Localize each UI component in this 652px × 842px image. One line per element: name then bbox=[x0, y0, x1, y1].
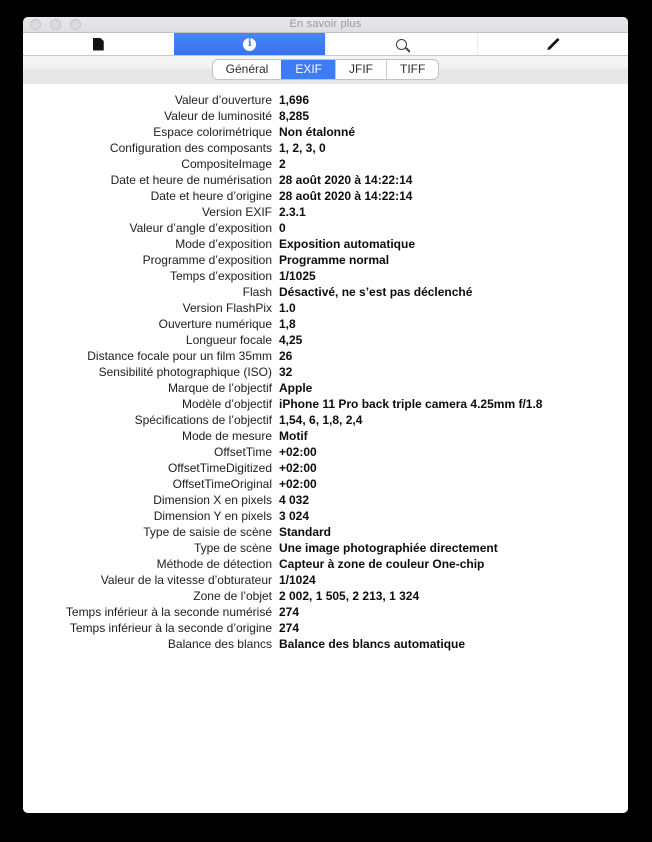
exif-value: Non étalonné bbox=[279, 125, 356, 139]
exif-label: Espace colorimétrique bbox=[153, 125, 272, 139]
exif-value: Apple bbox=[279, 381, 313, 395]
exif-value: Balance des blancs automatique bbox=[279, 637, 466, 651]
toolbar-segment-document[interactable] bbox=[23, 33, 174, 55]
exif-value: 4 032 bbox=[279, 493, 310, 507]
table-row bbox=[23, 332, 628, 348]
exif-label: Date et heure de numérisation bbox=[110, 173, 272, 187]
exif-value: 274 bbox=[279, 621, 300, 635]
title-bar bbox=[23, 17, 628, 33]
exif-value: 274 bbox=[279, 605, 300, 619]
table-row bbox=[23, 236, 628, 252]
table-row bbox=[23, 476, 628, 492]
exif-value: 2 002, 1 505, 2 213, 1 324 bbox=[279, 589, 420, 603]
tab-general[interactable]: Général bbox=[225, 62, 269, 76]
exif-value: 0 bbox=[279, 221, 286, 235]
table-row bbox=[23, 508, 628, 524]
window-title: En savoir plus bbox=[289, 18, 362, 30]
exif-label: Valeur d’angle d’exposition bbox=[129, 221, 272, 235]
exif-value: +02:00 bbox=[279, 477, 317, 491]
exif-label: Distance focale pour un film 35mm bbox=[87, 349, 272, 363]
exif-label: OffsetTimeDigitized bbox=[167, 461, 272, 475]
exif-label: Valeur de luminosité bbox=[164, 109, 272, 123]
exif-label: Méthode de détection bbox=[156, 557, 272, 571]
exif-label: OffsetTime bbox=[213, 445, 272, 459]
exif-value: 8,285 bbox=[279, 109, 310, 123]
exif-label: Ouverture numérique bbox=[158, 317, 272, 331]
exif-label: Temps inférieur à la seconde numérisé bbox=[65, 605, 272, 619]
table-row bbox=[23, 412, 628, 428]
toolbar-segment-markup[interactable] bbox=[477, 33, 629, 55]
exif-value: 1,8 bbox=[279, 317, 296, 331]
exif-label: Valeur d’ouverture bbox=[174, 93, 272, 107]
exif-value: 32 bbox=[279, 365, 293, 379]
exif-value: 26 bbox=[279, 349, 293, 363]
exif-table bbox=[23, 84, 628, 813]
exif-value: 1.0 bbox=[279, 301, 296, 315]
exif-value: Programme normal bbox=[279, 253, 390, 267]
exif-label: Marque de l’objectif bbox=[167, 381, 272, 395]
table-row bbox=[23, 428, 628, 444]
table-row bbox=[23, 364, 628, 380]
exif-label: Flash bbox=[242, 285, 272, 299]
table-row bbox=[23, 540, 628, 556]
exif-label: Temps d’exposition bbox=[169, 269, 272, 283]
table-row bbox=[23, 124, 628, 140]
exif-label: Configuration des composants bbox=[109, 141, 272, 155]
document-icon bbox=[93, 38, 104, 51]
exif-label: Temps inférieur à la seconde d’origine bbox=[69, 621, 272, 635]
exif-value: Capteur à zone de couleur One-chip bbox=[279, 557, 485, 571]
table-row bbox=[23, 108, 628, 124]
exif-value: 28 août 2020 à 14:22:14 bbox=[279, 189, 413, 203]
exif-label: Sensibilité photographique (ISO) bbox=[98, 365, 272, 379]
exif-label: Balance des blancs bbox=[167, 637, 272, 651]
tab-exif[interactable]: EXIF bbox=[281, 60, 335, 79]
table-row bbox=[23, 252, 628, 268]
exif-label: Valeur de la vitesse d’obturateur bbox=[100, 573, 272, 587]
exif-label: Programme d’exposition bbox=[142, 253, 272, 267]
search-icon bbox=[396, 39, 407, 50]
info-icon bbox=[243, 38, 256, 51]
exif-value: +02:00 bbox=[279, 445, 317, 459]
exif-value: 2.3.1 bbox=[279, 205, 306, 219]
exif-label: OffsetTimeOriginal bbox=[172, 477, 272, 491]
table-row bbox=[23, 188, 628, 204]
table-row bbox=[23, 444, 628, 460]
tab-jfif[interactable]: JFIF bbox=[335, 60, 386, 79]
exif-value: Une image photographiée directement bbox=[279, 541, 498, 555]
exif-label: Mode de mesure bbox=[181, 429, 272, 443]
tab-band bbox=[23, 56, 628, 84]
exif-label: Dimension Y en pixels bbox=[153, 509, 272, 523]
exif-value: 1/1024 bbox=[279, 573, 316, 587]
table-row bbox=[23, 300, 628, 316]
exif-label: Type de scène bbox=[193, 541, 272, 555]
table-row bbox=[23, 572, 628, 588]
exif-value: 3 024 bbox=[279, 509, 310, 523]
table-row bbox=[23, 556, 628, 572]
exif-label: CompositeImage bbox=[181, 157, 272, 171]
table-row bbox=[23, 284, 628, 300]
table-row bbox=[23, 380, 628, 396]
exif-label: Spécifications de l’objectif bbox=[134, 413, 272, 427]
table-row bbox=[23, 348, 628, 364]
table-row bbox=[23, 492, 628, 508]
table-row bbox=[23, 636, 628, 652]
table-row bbox=[23, 92, 628, 108]
table-row bbox=[23, 460, 628, 476]
table-row bbox=[23, 268, 628, 284]
table-row bbox=[23, 604, 628, 620]
exif-label: Zone de l’objet bbox=[193, 589, 272, 603]
table-row bbox=[23, 524, 628, 540]
toolbar-segment-info[interactable] bbox=[174, 33, 326, 55]
table-row bbox=[23, 588, 628, 604]
toolbar bbox=[23, 33, 628, 56]
exif-label: Mode d’exposition bbox=[175, 237, 272, 251]
table-row bbox=[23, 204, 628, 220]
exif-value: 1,696 bbox=[279, 93, 310, 107]
table-row bbox=[23, 172, 628, 188]
exif-value: 28 août 2020 à 14:22:14 bbox=[279, 173, 413, 187]
exif-label: Date et heure d’origine bbox=[150, 189, 272, 203]
exif-value: Standard bbox=[279, 525, 332, 539]
tab-control bbox=[212, 59, 440, 80]
table-row bbox=[23, 316, 628, 332]
exif-label: Dimension X en pixels bbox=[153, 493, 272, 507]
exif-label: Type de saisie de scène bbox=[143, 525, 272, 539]
table-row bbox=[23, 140, 628, 156]
table-row bbox=[23, 396, 628, 412]
exif-value: 1,54, 6, 1,8, 2,4 bbox=[279, 413, 363, 427]
tab-tiff[interactable]: TIFF bbox=[386, 60, 438, 79]
exif-value: +02:00 bbox=[279, 461, 317, 475]
table-row bbox=[23, 620, 628, 636]
exif-value: Motif bbox=[279, 429, 308, 443]
exif-value: 2 bbox=[279, 157, 286, 171]
exif-value: 4,25 bbox=[279, 333, 303, 347]
exif-label: Modèle d’objectif bbox=[181, 397, 272, 411]
exif-label: Version EXIF bbox=[201, 205, 272, 219]
exif-label: Longueur focale bbox=[185, 333, 272, 347]
exif-value: Exposition automatique bbox=[279, 237, 416, 251]
exif-label: Version FlashPix bbox=[182, 301, 272, 315]
markup-pencil-icon bbox=[546, 37, 559, 50]
exif-value: 1, 2, 3, 0 bbox=[279, 141, 326, 155]
info-window bbox=[23, 17, 628, 813]
exif-value: iPhone 11 Pro back triple camera 4.25mm f/1.8 bbox=[279, 397, 543, 411]
exif-value: Désactivé, ne s’est pas déclenché bbox=[279, 285, 473, 299]
toolbar-segment-search[interactable] bbox=[325, 33, 477, 55]
table-row bbox=[23, 220, 628, 236]
exif-value: 1/1025 bbox=[279, 269, 316, 283]
table-row bbox=[23, 156, 628, 172]
